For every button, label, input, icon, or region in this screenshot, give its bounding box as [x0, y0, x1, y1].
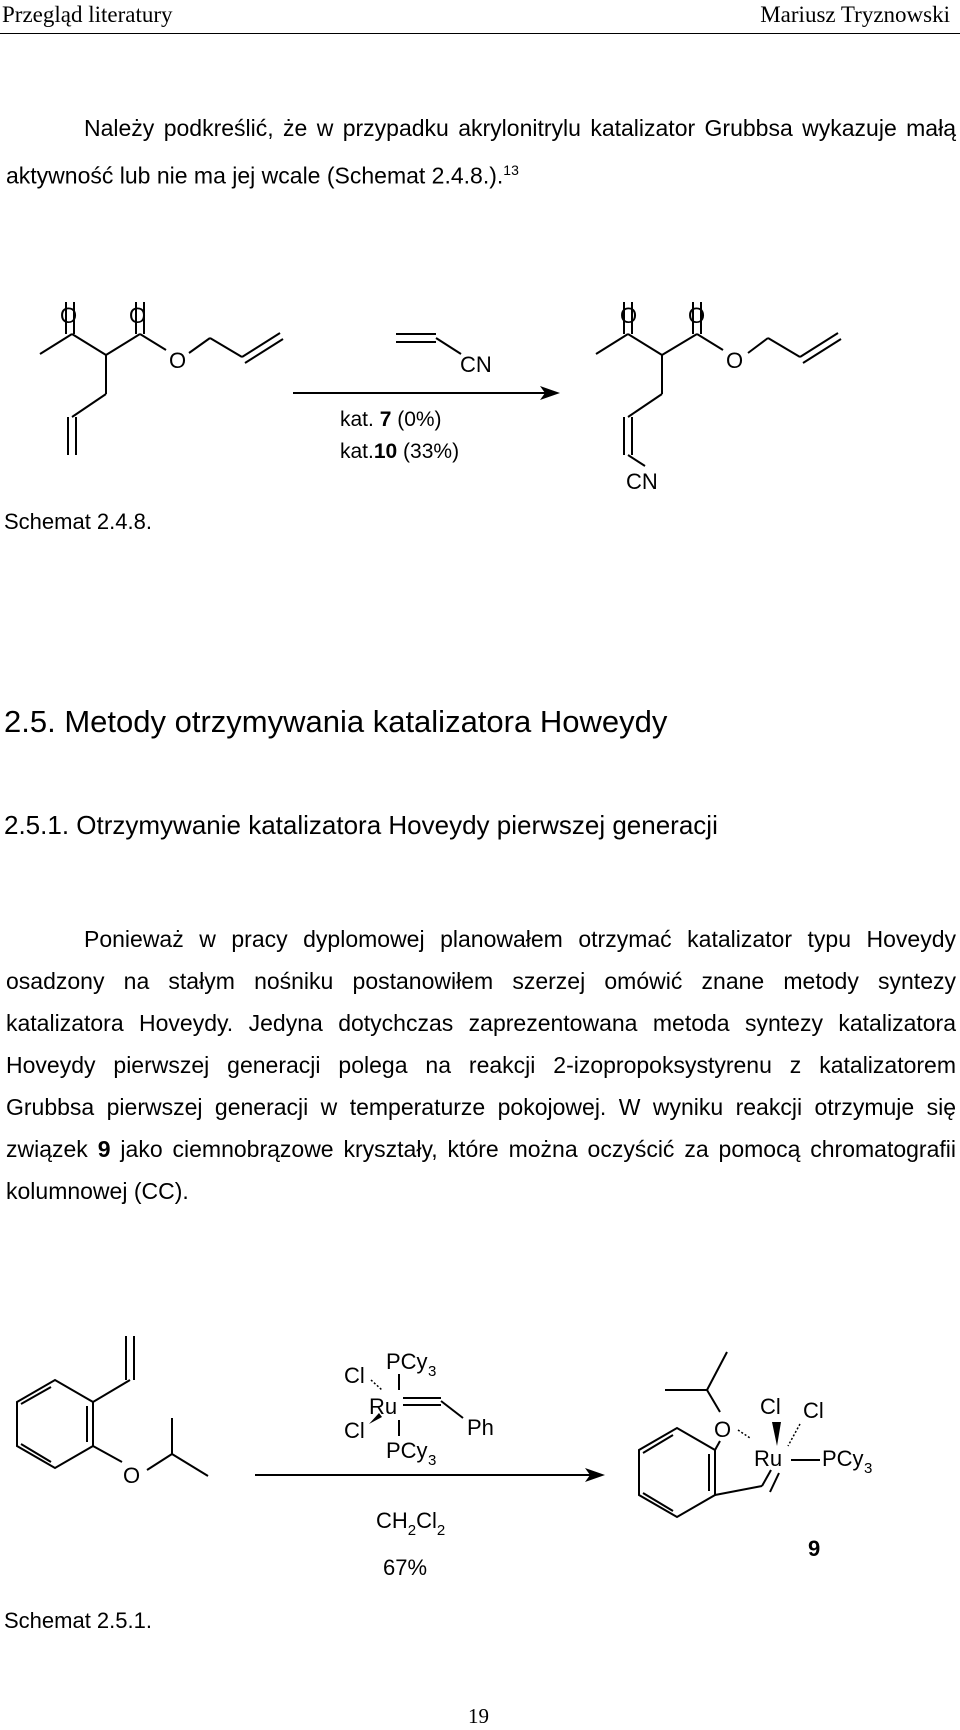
svg-text:PCy: PCy	[822, 1446, 864, 1471]
svg-text:O: O	[60, 303, 78, 328]
svg-text:O: O	[129, 303, 147, 328]
svg-text:Cl: Cl	[803, 1398, 824, 1423]
svg-text:O: O	[123, 1463, 141, 1488]
page-number: 19	[468, 1704, 489, 1728]
solvent-label: $CH_2Cl_2$	[376, 1508, 446, 1539]
reactant-2-isopropoxystyrene	[17, 1336, 208, 1488]
svg-text:Ru: Ru	[369, 1394, 398, 1419]
scheme-2-4-8	[0, 280, 960, 540]
svg-text:Cl: Cl	[344, 1418, 365, 1443]
paragraph-2	[6, 918, 956, 1212]
reaction-arrow-2	[255, 1468, 605, 1482]
svg-text:PCy: PCy	[386, 1349, 428, 1374]
paragraph-2-text-b: jako ciemnobrązowe kryształy, które można oczyścić za pomocą chromatografii kolumnowej (CC).	[6, 1136, 956, 1204]
paragraph-1	[6, 107, 956, 197]
paragraph-2-text-a: Ponieważ w pracy dyplomowej planowałem otrzymać katalizator typu Hoveydy osadzony na stałym nośniku postanowiłem szerzej omówić znane metody syntezy katalizatora Hoveydy. Jedyna dotychczas zaprezentowana metoda syntezy katalizatora Hoveydy pierwszej generacji polega na reakcji 2-izopropoksystyrenu z katalizatorem Grubbsa pierwszej generacji w temperaturze pokojowej. W wyniku reakcji otrzymuje się związek	[6, 926, 956, 1162]
svg-text:Cl: Cl	[760, 1394, 781, 1419]
hoveyda-catalyst-product	[639, 1352, 872, 1561]
svg-text:3: 3	[864, 1460, 873, 1477]
scheme-2-5-1-caption: Schemat 2.5.1.	[4, 1608, 152, 1633]
grubbs-first-gen-catalyst	[344, 1349, 494, 1469]
svg-text:O: O	[714, 1417, 732, 1442]
svg-text:O: O	[726, 348, 744, 373]
subsection-heading: 2.5.1. Otrzymywanie katalizatora Hoveydy pierwszej generacji	[4, 810, 718, 840]
svg-text:3: 3	[428, 1363, 437, 1380]
header-right: Mariusz Tryznowski	[760, 2, 950, 27]
header-left: Przegląd literatury	[2, 2, 173, 27]
product-cross-metathesis	[596, 302, 841, 494]
svg-text:Cl: Cl	[344, 1363, 365, 1388]
svg-text:O: O	[688, 303, 706, 328]
svg-text:PCy: PCy	[386, 1438, 428, 1463]
product-9-label: 9	[808, 1536, 821, 1561]
yield-label: 67%	[383, 1555, 428, 1580]
condition-kat-7: kat. 7 (0%)	[340, 408, 442, 431]
header-rule	[0, 33, 960, 34]
svg-text:Ph: Ph	[467, 1415, 494, 1440]
reaction-arrow-1	[293, 386, 560, 400]
page-header	[0, 0, 960, 36]
reference-13: 13	[503, 162, 519, 178]
scheme-2-5-1	[0, 1320, 960, 1620]
section-heading: 2.5. Metody otrzymywania katalizatora Howeydy	[4, 704, 668, 739]
scheme-2-4-8-caption: Schemat 2.4.8.	[4, 509, 152, 534]
svg-text:O: O	[169, 348, 187, 373]
svg-text:Ru: Ru	[754, 1446, 783, 1471]
svg-text:CN: CN	[626, 469, 658, 494]
condition-kat-10: kat.10 (33%)	[340, 440, 460, 463]
acrylonitrile	[396, 334, 492, 377]
svg-text:O: O	[620, 303, 638, 328]
paragraph-1-text: Należy podkreślić, że w przypadku akrylonitrylu katalizator Grubbsa wykazuje małą aktywność lub nie ma jej wcale (Schemat 2.4.8.).	[6, 115, 956, 189]
svg-text:3: 3	[428, 1452, 437, 1469]
reactant-diallyl-ketoester	[40, 302, 283, 455]
acrylonitrile-cn: CN	[460, 352, 492, 377]
compound-9-ref: 9	[97, 1136, 111, 1162]
